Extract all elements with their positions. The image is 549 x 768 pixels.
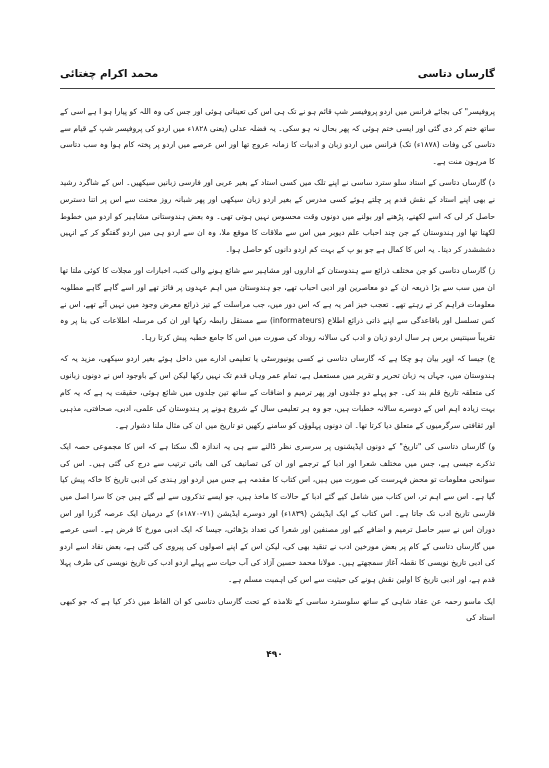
page-number: ۴۹۰: [266, 650, 283, 660]
paragraph: ع) جیسا کہ اوپر بیان ہو چکا ہے کہ گارساں دتاسی نے کسی یونیورسٹی یا تعلیمی ادارے میں داخل ہوئے بغیر اردو سیکھی، مزید یہ کہ ہندوستان میں، جہاں یہ زبان تحریر و تقریر میں مستعمل ہے، تمام عمر وہاں قدم تک نہیں رکھا لیکن اس کے باوجود اس نے دونوں زبانوں کی متعلقہ تاریخ قلم بند کی۔ جو پہلے دو جلدوں اور پھر ترمیم و اضافات کے ساتھ تین جلدوں میں شائع ہوئی، حقیقت یہ ہے کہ یہ کام بہت زیادہ اہم اس کے دوسرے سالانہ خطبات ہیں، جو وہ ہر تعلیمی سال کے شروع ہونے پر ہندوستان کی علمی، ادبی، صحافتی، مذہبی اور ثقافتی سرگرمیوں کے متعلق دیا کرتا تھا۔ ان دونوں پہلوؤں کو سامنے رکھیں تو تاریخ میں ان کی مثال ملنا دشوار ہے۔: [60, 354, 495, 430]
body-text: [60, 104, 495, 632]
running-header: [60, 64, 495, 84]
paragraph: و) گارساں دتاسی کی "تاریخ" کے دونوں ایڈیشنوں پر سرسری نظر ڈالنے سے ہی یہ اندازہ لگ سکتا ہے کہ اس کا مجموعی حصہ ایک تذکرے جیسی ہے، جس میں مختلف شعرا اور ادبا کے ترجمے اور ان کی تصانیف کی الف بائی ترتیب سے درج کی گئی ہیں۔ اس کی سوانحی معلومات تو محض فہرست کی صورت میں ہیں، اس کتاب کا مقدمہ ہے جس میں اردو اور ہندی کی ادبی تاریخ کا خاکہ پیش کیا گیا ہے۔ اس سے اہم تر، اس کتاب میں شامل کیے گئے ادبا کے حالات کا ماخذ ہیں، جو ایسے تذکروں سے لیے گئے ہیں جن کا سرا اصل میں فارسی تاریخ ادب تک جاتا ہے۔ اس کتاب کے ایک ایڈیشن (۱۸۳۹ء) اور دوسرے ایڈیشن (۷۱-۱۸۷۰ء) کے درمیان ایک عرصہ گزرا اور اس دوران اس نے سیر حاصل ترمیم و اضافے کیے اور مصنفین اور شعرا کی تعداد بڑھائی، جیسا کہ ایک ادبی مورخ کا فرض ہے۔ اسی عرصے میں گارساں دتاسی کے کام پر بعض مورخین ادب نے تنقید بھی کی، لیکن اس کے اپنے اصولوں کی پیروی کی گئی ہے، بعض نقاد اسے اردو کی ادبی تاریخ نویسی کا نقطہ آغاز سمجھتے ہیں۔ مولانا محمد حسین آزاد کی آب حیات سے پہلے اردو ادب کی تاریخ نویسی کی طرف پہلا قدم ہے، اور ادبی تاریخ کا اولین نقش ہونے کی حیثیت سے اس کی اہمیت مسلم ہے۔: [60, 442, 495, 585]
paragraph: ایک ماسو رحمہ عن عقاد شاہی کے ساتھ سلوسترد ساسی کے تلامذہ کے تحت گارساں دتاسی کو ان الفاظ میں ذکر کیا ہے کہ جو کبھی استاد کی: [60, 596, 495, 623]
paragraph: پروفیسر" کی بجائے فرانس میں اردو پروفیسر شپ قائم ہو نے تک ہی اس کی تعیناتی ہوئی اور جس کی وہ اللہ کو پیارا ہو ا ہے اسی کے ساتھ ختم کر دی گئی اور ایسی ختم ہوئی کہ پھر بحال نہ ہو سکی۔ یہ فضلہ عدلی (یعنی ۱۸۲۸ء میں اردو کی پروفیسر شپ کے قیام سے دتاسی کی وفات (۱۸۷۸ء) تک) فرانس میں اردو زبان و ادبیات کا زمانہ عروج تھا اور اس عرصے میں اردو پر پختہ کام ہوا وہ سب دتاسی کا مرہون منت ہے۔: [60, 107, 496, 166]
paragraph: د) گارساں دتاسی کے استاد سلو سترد ساسی نے اپنے تلک میں کسی استاد کے بغیر عربی اور فارسی زبانیں سیکھیں۔ اس کے شاگرد رشید نے بھی اپنے استاد کے نقش قدم پر چلتے ہوئے کسی مدرس کے بغیر اردو زبان سیکھی اور پھر شبانہ روز محنت سے اس پر اتنا دسترس حاصل کر لی کہ اسے لکھنے، پڑھنے اور بولنے میں دونوں وقت محسوس نہیں ہوتی تھی۔ وہ بعض ہندوستانی مشاہیر کو اردو میں خطوط لکھتا تھا اور ہندوستان کے جن چند احباب علم دیوبر میں اس سے ملاقات کا موقع ملا، وہ ان سے اردو ہی میں اردو گفتگو کر کے انہیں دشششدر کر دیتا۔ یہ اس کا کمال ہے جو بو پ کے بہت کم اردو دانوں کو حاصل ہوا۔: [60, 178, 495, 254]
book-title: گارساں دتاسی: [417, 68, 495, 80]
author-name: محمد اکرام چغتائی: [60, 68, 159, 80]
paragraph: ز) گارساں دتاسی کو جن مختلف ذرائع سے ہندوستان کے اداروں اور مشاہیر سے شائع ہونے والی کتب، اخبارات اور مجلات کا کوئی ملتا تھا ان میں سب سے بڑا ذریعہ ان کے دو معاصرین اور ادبی احباب تھے، جو ہندوستان میں اہم عہدوں پر فائز تھے اور اسے گاہے گاہے مطلوبہ معلومات فراہم کر تے رہتے تھے۔ تعجب خیز امر یہ ہے کہ اس دور میں، جب مراسلت کے تیز ذرائع معرض وجود میں نہیں آئے تھے، اس نے کس تسلسل اور باقاعدگی سے اپنے ذاتی ذرائع اطلاع (informateurs) سے مستقل رابطہ رکھا اور ان کی مرسلہ اطلاعات کی بنا پر وہ تقریباً سینتیس برس ہر سال اردو زبان و ادب کی سالانہ روداد کی صورت میں اس کا جامع خطبہ پیش کرتا رہا۔: [60, 266, 495, 342]
header-rule: [60, 88, 495, 89]
